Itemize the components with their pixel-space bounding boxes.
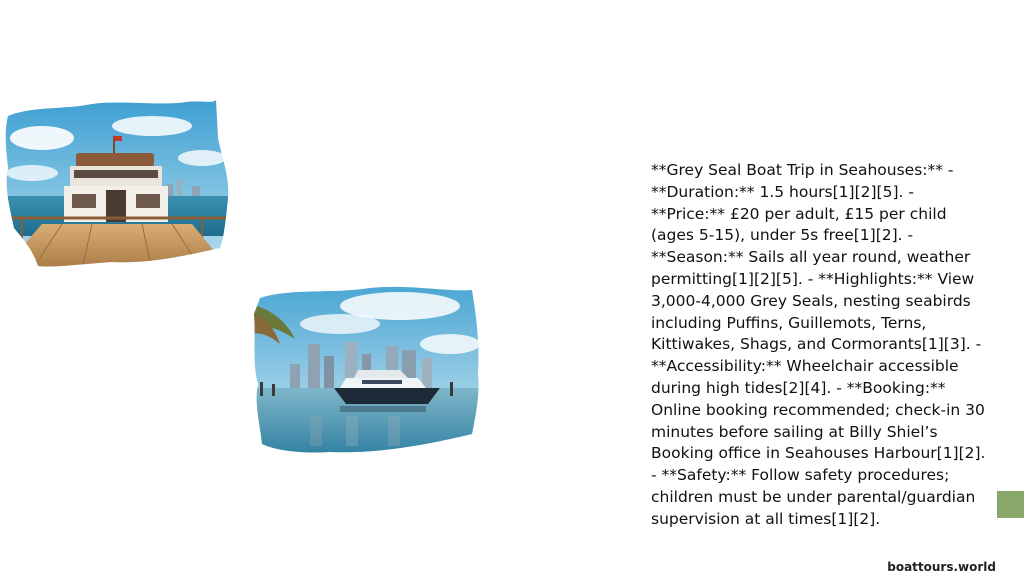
trip-info-text: **Grey Seal Boat Trip in Seahouses:** - **Duration:** 1.5 hours[1][2][5]. - **Price:** £20 per adult, £15 per child (ages 5-15), under 5s free[1][2]. - **Season:** Sails all year round, weather permitting[1][2][5]. - **Highlights:** View 3,000-4,000 Grey Seals, nesting seabirds including Puffins, Guillemots, Terns, Kittiwakes, Shags, and Cormorants[1][3]. - **Accessibility:** Wheelchair accessible during high tides[2][4]. - **Booking:** Online booking recommended; check-in 30 minutes before sailing at Billy Shiel’s Booking office in Seahouses Harbour[1][2]. - **Safety:** Follow safety procedures; children must be under parental/guardian supervision at all times[1][2]. [651,161,986,528]
yacht-marina-photo [250,284,482,458]
ferry-deck-photo [2,98,230,270]
site-watermark: boattours.world [887,560,996,574]
accent-square [997,491,1024,518]
